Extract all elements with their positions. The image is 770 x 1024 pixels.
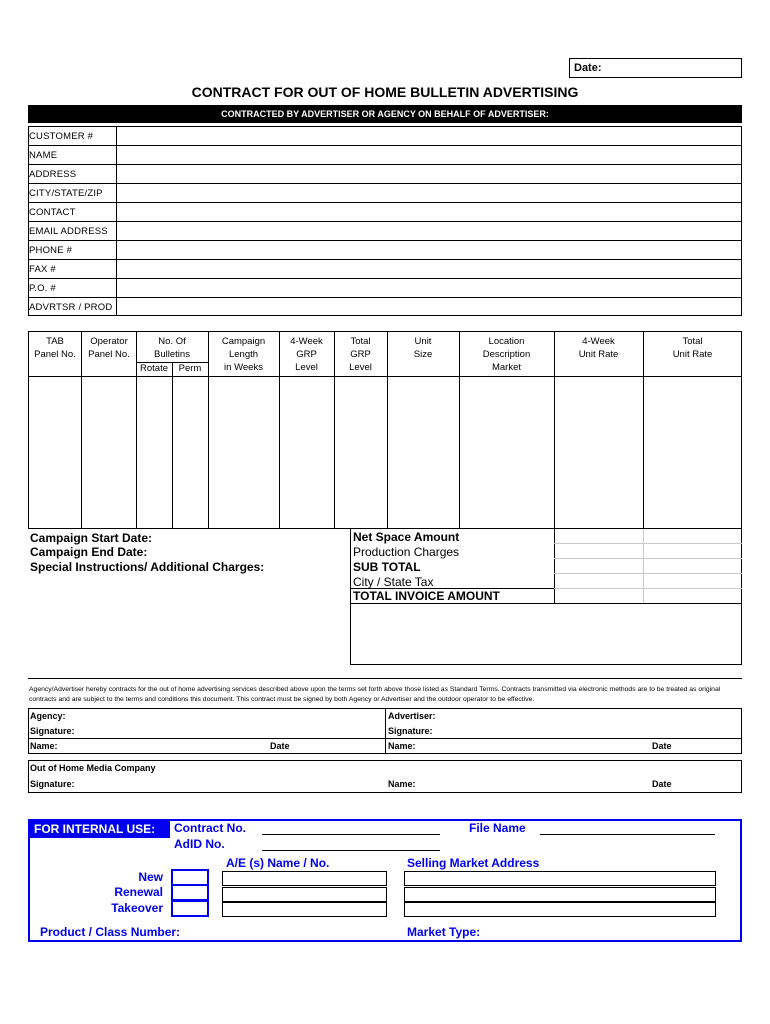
col-total-rate: Total Unit Rate [672, 336, 713, 360]
col-location: Location Description Market [482, 336, 531, 373]
email-address-label: EMAIL ADDRESS [29, 226, 108, 237]
col-4week-grp: 4-Week GRP Level [290, 336, 323, 373]
po-label: P.O. # [29, 283, 56, 294]
adid-label: AdID No. [174, 837, 225, 851]
advertiser-signature-label: Signature: [388, 726, 433, 736]
ae-name-label: A/E (s) Name / No. [226, 856, 330, 870]
market-type-label: Market Type: [407, 925, 481, 939]
special-instructions-label: Special Instructions/ Additional Charges: [30, 560, 265, 574]
subtotal-label: SUB TOTAL [353, 560, 421, 574]
page-title: CONTRACT FOR OUT OF HOME BULLETIN ADVERTISING [191, 84, 579, 100]
phone-label: PHONE # [29, 245, 73, 256]
campaign-start-label: Campaign Start Date: [30, 531, 153, 545]
campaign-end-label: Campaign End Date: [30, 545, 148, 559]
net-space-amount-label: Net Space Amount [353, 530, 460, 544]
col-tab-panel: TAB Panel No. [34, 336, 76, 360]
ooh-company-label: Out of Home Media Company [30, 763, 156, 773]
selling-market-label: Selling Market Address [407, 856, 540, 870]
date-label: Date: [574, 62, 602, 74]
selling-market-field-3[interactable] [404, 902, 716, 917]
total-invoice-amount-label: TOTAL INVOICE AMOUNT [353, 589, 500, 603]
col-operator-panel: Operator Panel No. [88, 336, 130, 360]
product-class-label: Product / Class Number: [40, 925, 181, 939]
adid-field[interactable] [262, 850, 440, 851]
agency-date-label: Date [270, 741, 290, 751]
ae-name-field-2[interactable] [222, 887, 387, 902]
advertiser-label: Advertiser: [388, 711, 436, 721]
fax-label: FAX # [29, 264, 56, 275]
terms-text: Agency/Advertiser hereby contracts for the out of home advertising services described above upon the terms set forth above those listed as Standard Terms. Contracts transmitted via electronic methods are to be treated as original contracts and are subject to the terms and conditions this document. This contract must be signed by both Agency or Advertiser and the outdoor operator to be effective. [29, 686, 721, 703]
name-label: NAME [29, 150, 58, 161]
internal-use-label: FOR INTERNAL USE: [29, 820, 170, 838]
takeover-label: Takeover [111, 901, 163, 915]
agency-signature-label: Signature: [30, 726, 75, 736]
ooh-name-label: Name: [388, 779, 416, 789]
renewal-label: Renewal [114, 885, 163, 899]
selling-market-field-2[interactable] [404, 887, 716, 902]
ooh-signature-label: Signature: [30, 779, 75, 789]
city-state-tax-label: City / State Tax [353, 575, 434, 589]
production-charges-label: Production Charges [353, 545, 460, 559]
contract-number-label: Contract No. [174, 821, 246, 835]
col-4week-rate: 4-Week Unit Rate [578, 336, 619, 360]
advertiser-name-label: Name: [388, 741, 416, 751]
renewal-checkbox[interactable] [171, 884, 209, 901]
city-state-zip-label: CITY/STATE/ZIP [29, 188, 103, 199]
new-label: New [138, 870, 163, 884]
file-name-label: File Name [469, 821, 526, 835]
customer-info-section [28, 126, 742, 316]
customer-number-label: CUSTOMER # [29, 131, 94, 142]
advertiser-date-label: Date [652, 741, 672, 751]
ooh-date-label: Date [652, 779, 672, 789]
col-unit-size: Unit Size [413, 336, 433, 360]
col-perm: Perm [178, 363, 202, 374]
col-rotate: Rotate [140, 363, 168, 374]
totals-notes-box[interactable] [351, 604, 741, 664]
contract-number-field[interactable] [262, 834, 440, 835]
col-bulletins: No. Of Bulletins [154, 336, 190, 360]
col-campaign-length: Campaign Length in Weeks [221, 336, 266, 373]
selling-market-field-1[interactable] [404, 871, 716, 886]
agency-label: Agency: [30, 711, 66, 721]
takeover-checkbox[interactable] [171, 900, 209, 917]
address-label: ADDRESS [29, 169, 77, 180]
contract-banner: CONTRACTED BY ADVERTISER OR AGENCY ON BEHALF OF ADVERTISER: [28, 105, 742, 123]
agency-name-label: Name: [30, 741, 58, 751]
ae-name-field-1[interactable] [222, 871, 387, 886]
advertiser-product-label: ADVRTSR / PROD [29, 302, 113, 313]
contact-label: CONTACT [29, 207, 76, 218]
date-box[interactable] [569, 58, 742, 78]
ae-name-field-3[interactable] [222, 902, 387, 917]
file-name-field[interactable] [540, 834, 715, 835]
col-total-grp: Total GRP Level [349, 336, 372, 373]
agency-signature-block[interactable] [28, 708, 742, 754]
